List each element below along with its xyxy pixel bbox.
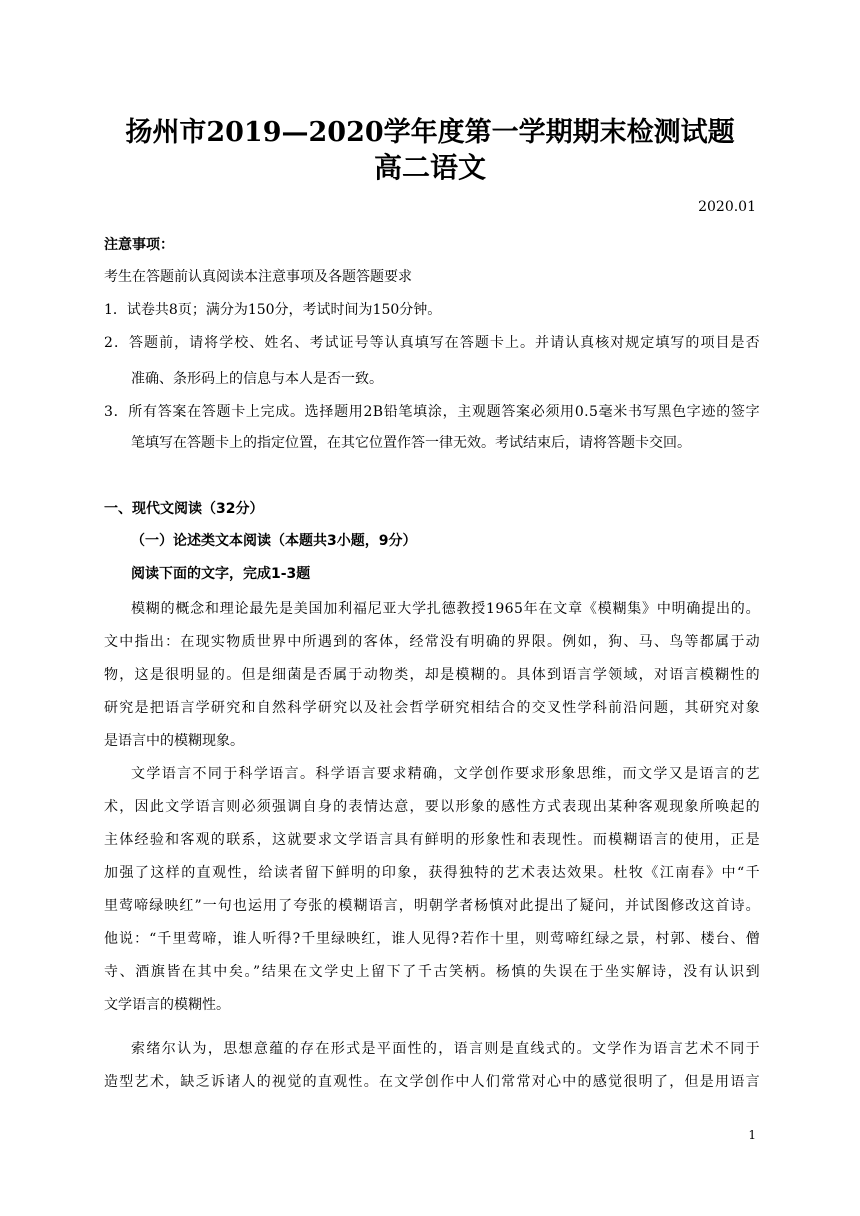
passage-p2-line-6: 他说：“千里莺啼，谁人听得?千里绿映红，谁人见得?若作十里，则莺啼红绿之景，村郭、楼台、僧 (104, 931, 760, 947)
passage-p2-line-4: 加强了这样的直观性，给读者留下鲜明的印象，获得独特的艺术表达效果。杜牧《江南春》中“千 (104, 865, 760, 881)
notice-item-1: 1．试卷共8页；满分为150分，考试时间为150分钟。 (104, 302, 442, 318)
passage-p3-line-1: 索绪尔认为，思想意蕴的存在形式是平面性的，语言则是直线式的。文学作为语言艺术不同于 (131, 1041, 760, 1057)
page-subtitle: 高二语文 (373, 151, 486, 184)
passage-p3-line-2: 造型艺术，缺乏诉诸人的视觉的直观性。在文学创作中人们常常对心中的感觉很明了，但是用语言 (104, 1074, 760, 1090)
passage-p2-line-2: 术，因此文学语言则必须强调自身的表情达意，要以形象的感性方式表现出某种客观现象所唤起的 (104, 799, 760, 815)
passage-p1-line-3: 物，这是很明显的。但是细菌是否属于动物类，却是模糊的。具体到语言学领域，对语言模糊性的 (104, 667, 760, 683)
notice-item-3-line-2: 笔填写在答题卡上的指定位置，在其它位置作答一律无效。考试结束后，请将答题卡交回。 (131, 435, 691, 451)
sub-section-heading: （一）论述类文本阅读（本题共3小题，9分） (131, 533, 417, 549)
passage-p1-line-5: 是语言中的模糊现象。 (104, 733, 244, 749)
passage-p2-line-3: 主体经验和客观的联系，这就要求文学语言具有鲜明的形象性和表现性。而模糊语言的使用，正是 (104, 832, 760, 848)
passage-p1-line-1: 模糊的概念和理论最先是美国加利福尼亚大学扎德教授1965年在文章《模糊集》中明确提出的。 (131, 601, 760, 617)
passage-p1-line-2: 文中指出：在现实物质世界中所遇到的客体，经常没有明确的界限。例如，狗、马、鸟等都属于动 (104, 634, 760, 650)
passage-p2-line-7: 寺、酒旗皆在其中矣。”结果在文学史上留下了千古笑柄。杨慎的失误在于坐实解诗，没有认识到 (104, 964, 760, 980)
passage-p2-line-1: 文学语言不同于科学语言。科学语言要求精确，文学创作要求形象思维，而文学又是语言的艺 (131, 766, 760, 782)
notice-item-2-line-2: 准确、条形码上的信息与本人是否一致。 (131, 371, 383, 387)
notice-intro: 考生在答题前认真阅读本注意事项及各题答题要求 (104, 269, 412, 285)
section-heading: 一、现代文阅读（32分） (104, 501, 264, 517)
notice-item-2-line-1: 2．答题前，请将学校、姓名、考试证号等认真填写在答题卡上。并请认真核对规定填写的项目是否 (104, 335, 760, 351)
page-number: 1 (748, 1128, 756, 1142)
notice-item-3-line-1: 3．所有答案在答题卡上完成。选择题用2B铅笔填涂，主观题答案必须用0.5毫米书写黑色字迹的签字 (104, 404, 760, 420)
exam-date: 2020.01 (698, 199, 756, 215)
notice-heading: 注意事项： (104, 237, 174, 253)
passage-p2-line-5: 里莺啼绿映红”一句也运用了夸张的模糊语言，明朝学者杨慎对此提出了疑问，并试图修改这首诗。 (104, 898, 760, 914)
page-title: 扬州市2019—2020学年度第一学期期末检测试题 (125, 117, 735, 148)
passage-p2-line-8: 文学语言的模糊性。 (104, 997, 230, 1013)
reading-instruction: 阅读下面的文字，完成1-3题 (131, 566, 311, 582)
passage-p1-line-4: 研究是把语言学研究和自然科学研究以及社会哲学研究相结合的交叉性学科前沿问题，其研究对象 (104, 700, 760, 716)
